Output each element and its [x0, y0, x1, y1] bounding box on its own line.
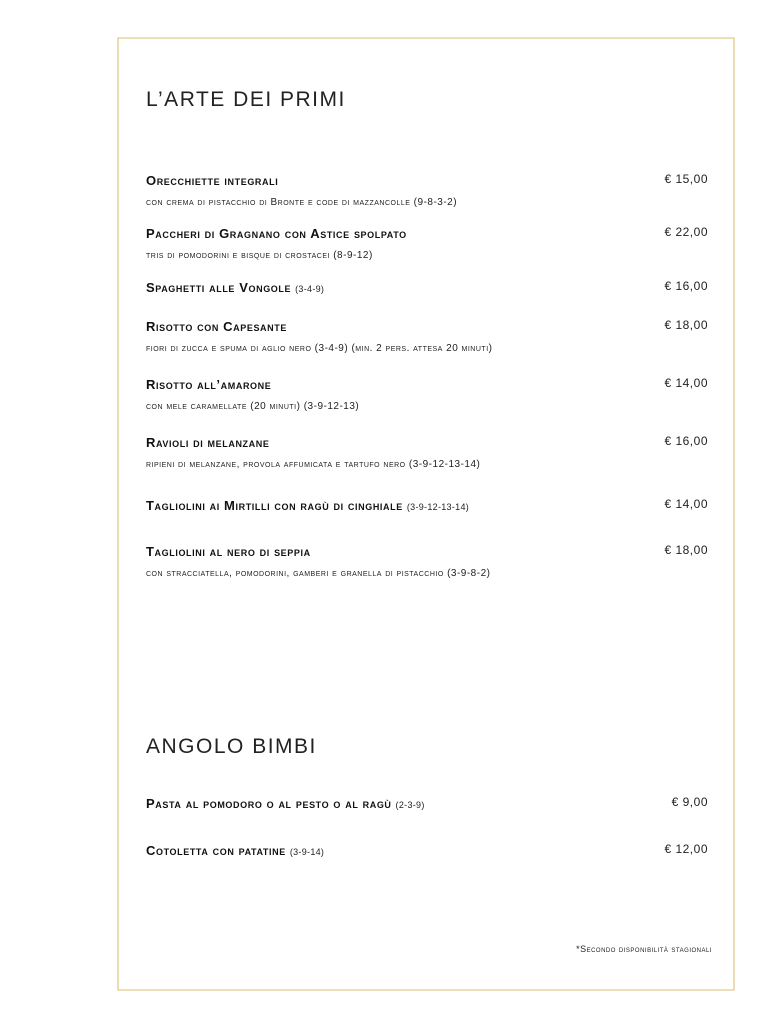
item-price: € 16,00	[664, 434, 708, 448]
item-name: Orecchiette integrali	[146, 173, 279, 188]
menu-item	[146, 434, 708, 472]
menu-item	[146, 842, 708, 860]
menu-item	[146, 172, 708, 210]
item-price: € 9,00	[671, 795, 708, 809]
menu-item	[146, 543, 708, 581]
menu-page	[146, 0, 712, 1024]
item-name: Cotoletta con patatine	[146, 843, 286, 858]
item-allergens: (3-4-9)	[295, 284, 325, 294]
seasonal-footnote: *Secondo disponibilità stagionali	[576, 944, 712, 954]
item-price: € 14,00	[664, 497, 708, 511]
item-name: Spaghetti alle Vongole	[146, 280, 292, 295]
item-price: € 18,00	[664, 318, 708, 332]
item-price: € 16,00	[664, 279, 708, 293]
item-name: Risotto all’amarone	[146, 377, 272, 392]
item-name: Paccheri di Gragnano con Astice spolpato	[146, 226, 407, 241]
item-price: € 22,00	[664, 225, 708, 239]
menu-item	[146, 318, 708, 356]
item-name: Pasta al pomodoro o al pesto o al ragù	[146, 796, 392, 811]
item-price: € 18,00	[664, 543, 708, 557]
item-description: con crema di pistacchio di Bronte e code di mazzancolle (9-8-3-2)	[146, 197, 458, 208]
section-title-primi: L’ARTE DEI PRIMI	[146, 88, 346, 111]
item-description: tris di pomodorini e bisque di crostacei (8-9-12)	[146, 250, 373, 261]
item-name: Risotto con Capesante	[146, 319, 287, 334]
menu-item	[146, 497, 708, 515]
item-description: con mele caramellate (20 minuti) (3-9-12-13)	[146, 401, 360, 412]
item-name: Ravioli di melanzane	[146, 435, 270, 450]
item-price: € 12,00	[664, 842, 708, 856]
item-description: con stracciatella, pomodorini, gamberi e granella di pistacchio (3-9-8-2)	[146, 568, 491, 579]
item-allergens: (3-9-12-13-14)	[406, 502, 470, 512]
item-allergens: (2-3-9)	[395, 800, 425, 810]
item-allergens: (3-9-14)	[289, 847, 325, 857]
item-name: Tagliolini ai Mirtilli con ragù di cinghiale	[146, 498, 403, 513]
menu-item	[146, 225, 708, 263]
item-price: € 15,00	[664, 172, 708, 186]
item-name: Tagliolini al nero di seppia	[146, 544, 311, 559]
item-price: € 14,00	[664, 376, 708, 390]
menu-item	[146, 279, 708, 297]
menu-item	[146, 795, 708, 813]
menu-item	[146, 376, 708, 414]
item-description: fiori di zucca e spuma di aglio nero (3-4-9) (min. 2 pers. attesa 20 minuti)	[146, 343, 493, 354]
item-description: ripieni di melanzane, provola affumicata e tartufo nero (3-9-12-13-14)	[146, 459, 481, 470]
section-title-bimbi: ANGOLO BIMBI	[146, 735, 317, 758]
